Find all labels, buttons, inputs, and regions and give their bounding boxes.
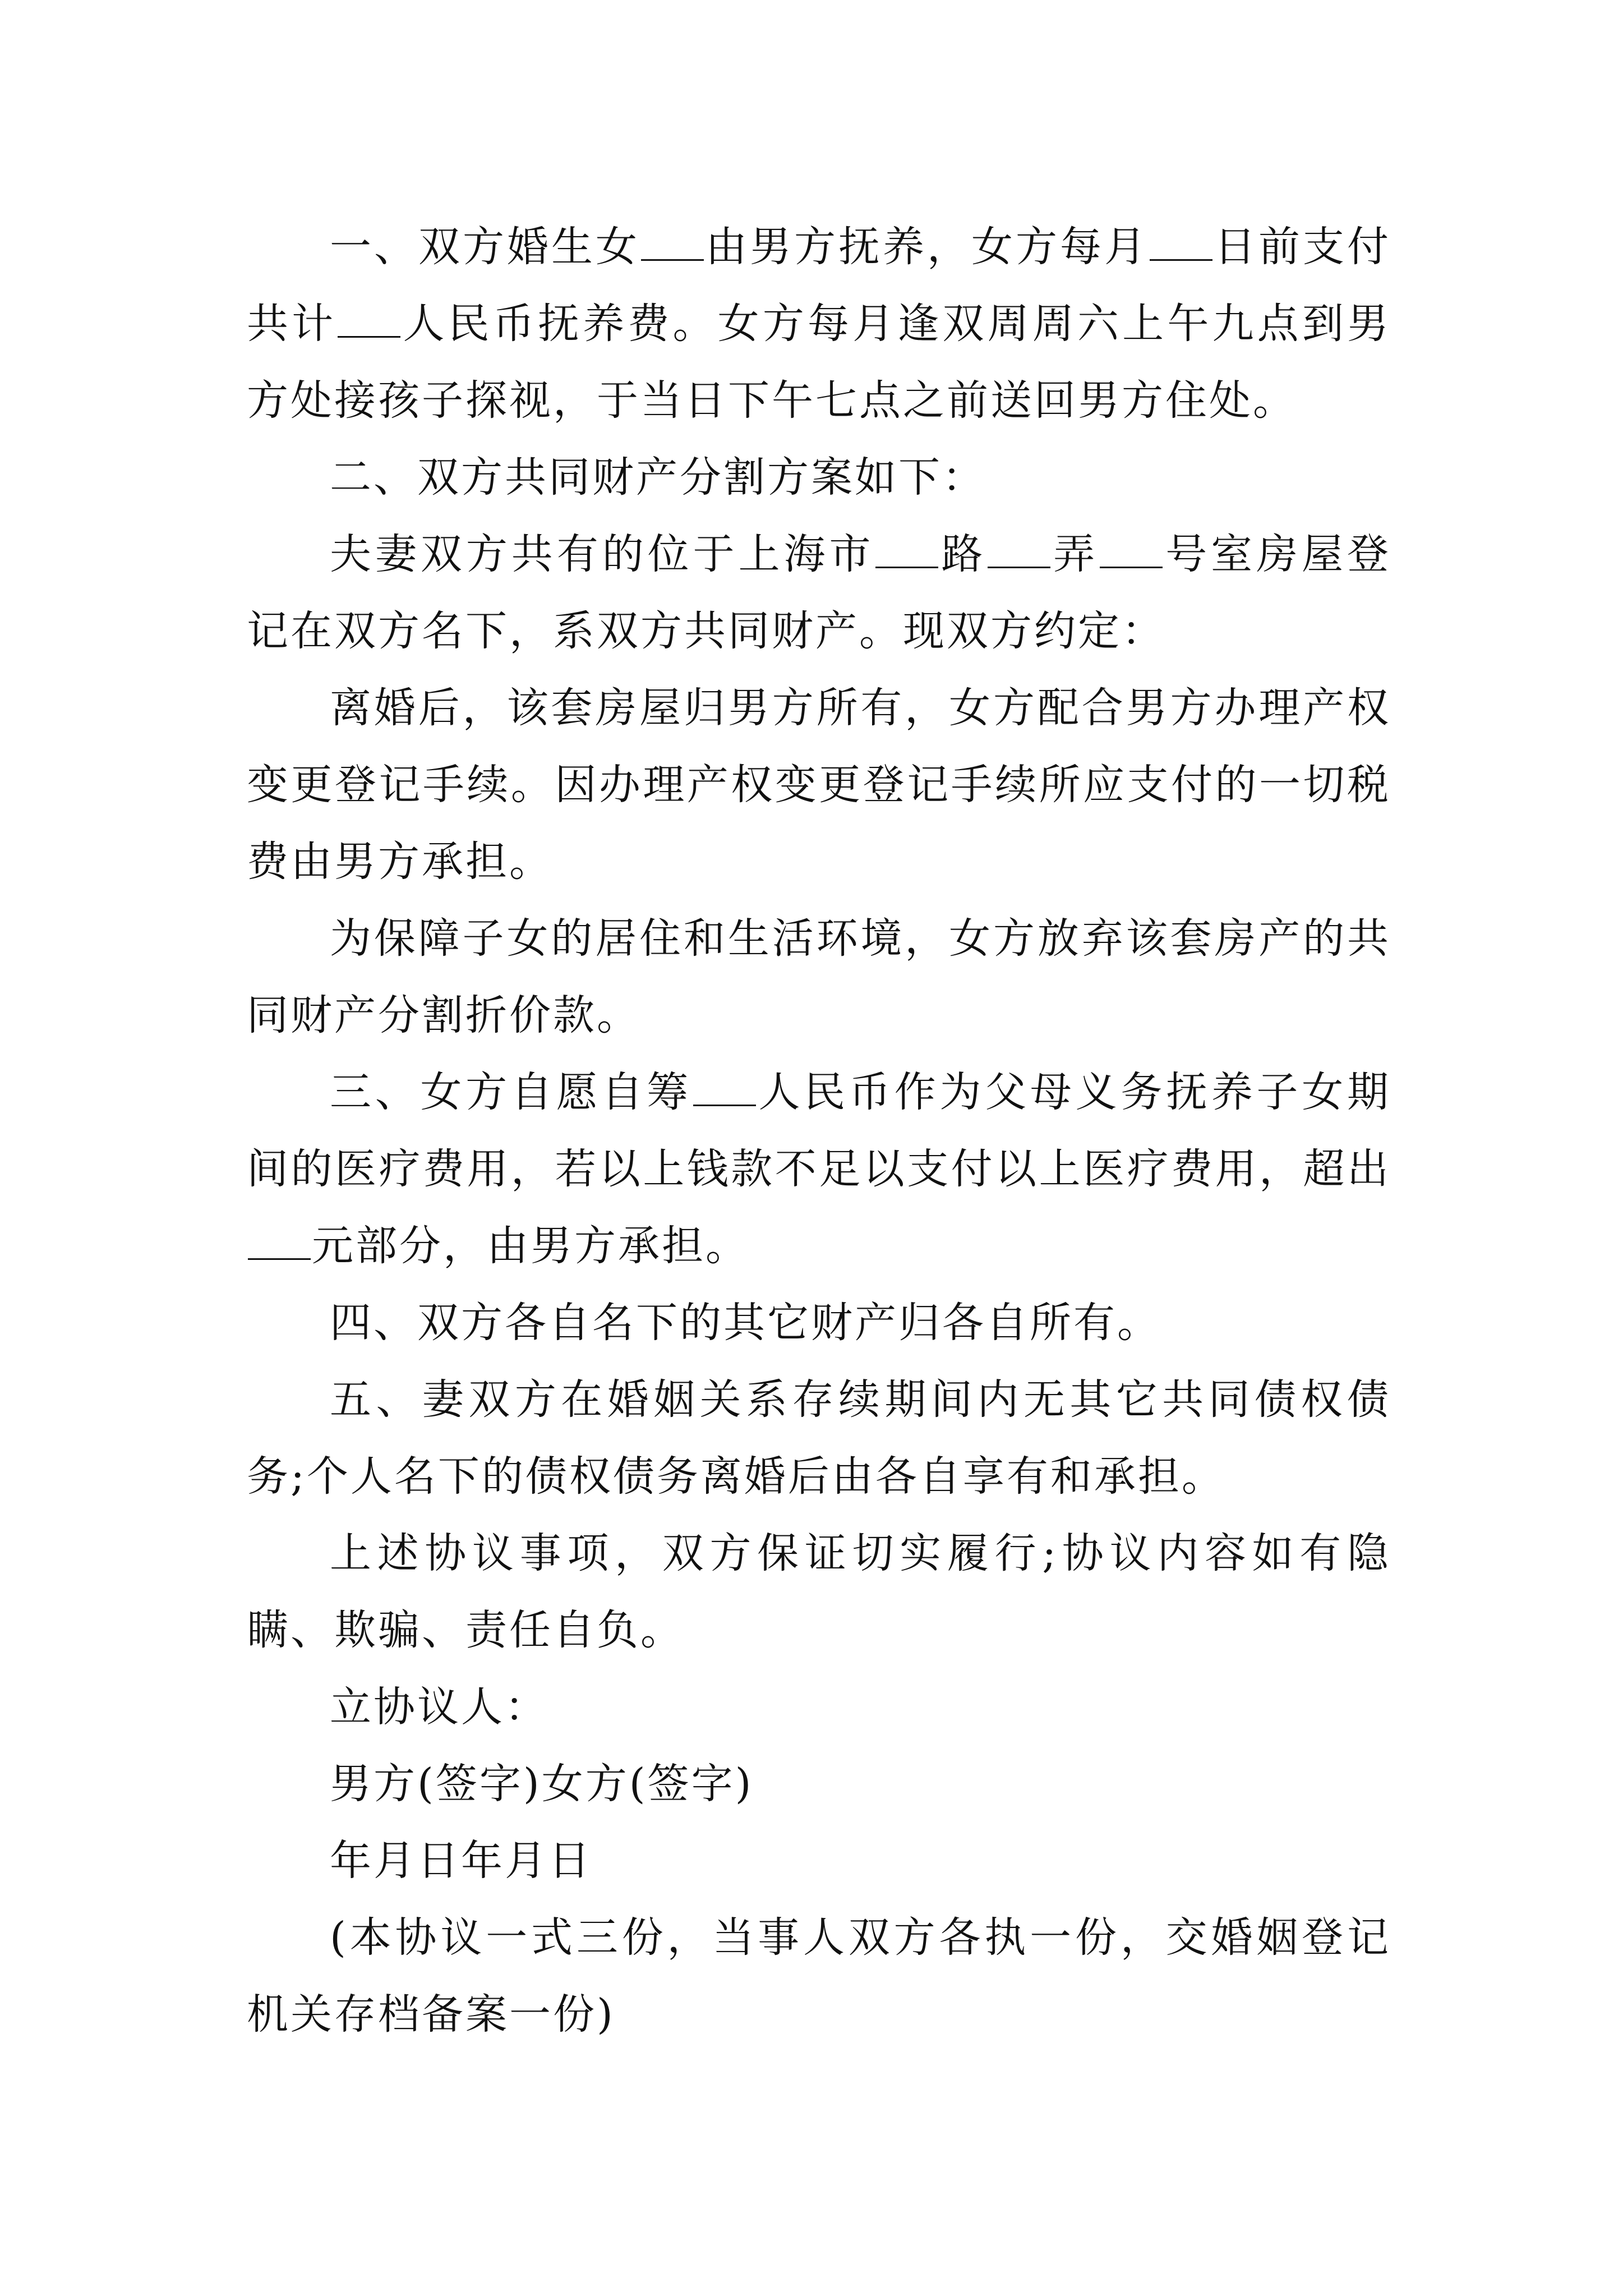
clause-2-house-text-2: 路 <box>939 530 987 578</box>
clause-3-text-1: 三、女方自愿自筹 <box>330 1068 692 1116</box>
clause-3-text-3: 元部分，由男方承担。 <box>312 1222 749 1270</box>
blank-field-excess-amount[interactable] <box>248 1225 311 1260</box>
clause-1-text-2: 由男方抚养，女方每月 <box>705 223 1149 271</box>
clause-2-house-description <box>247 516 1391 670</box>
clause-1-text-3: 日前支付共计 <box>247 223 1391 348</box>
clause-4-other-property: 四、双方各自名下的其它财产归各自所有。 <box>330 1299 1161 1347</box>
guarantee-statement: 上述协议事项，双方保证切实履行;协议内容如有隐瞒、欺骗、责任自负。 <box>247 1529 1391 1654</box>
blank-field-room-number[interactable] <box>1100 533 1163 568</box>
clause-2-heading: 二、双方共同财产分割方案如下： <box>330 453 986 501</box>
copies-note: (本协议一式三份，当事人双方各执一份，交婚姻登记机关存档备案一份) <box>247 1913 1391 2039</box>
clause-1-text-1: 一、双方婚生女 <box>330 223 640 271</box>
clause-1-child-custody <box>247 209 1391 439</box>
clause-2-house-text-1: 夫妻双方共有的位于上海市 <box>330 530 875 578</box>
agreement-body <box>247 209 1391 2053</box>
signature-line: 男方(签字)女方(签字) <box>330 1760 754 1808</box>
blank-field-support-amount[interactable] <box>338 302 400 338</box>
date-line: 年月日年月日 <box>330 1837 592 1885</box>
clause-5-debts: 五、妻双方在婚姻关系存续期间内无其它共同债权债务;个人名下的债权债务离婚后由各自享有和承担。 <box>247 1375 1391 1501</box>
clause-2-after-divorce: 离婚后，该套房屋归男方所有，女方配合男方办理产权变更登记手续。因办理产权变更登记手续所应支付的一切税费由男方承担。 <box>247 684 1391 886</box>
blank-field-child-name[interactable] <box>641 226 704 261</box>
blank-field-payment-day[interactable] <box>1150 226 1212 261</box>
blank-field-road[interactable] <box>875 533 938 568</box>
clause-1-text-4: 人民币抚养费。女方每月逢双周周六上午九点到男方处接孩子探视，于当日下午七点之前送回男方住处。 <box>247 300 1391 425</box>
clause-2-house-text-3: 弄 <box>1052 530 1099 578</box>
clause-2-house-text-4: 号室房屋登记在双方名下，系双方共同财产。现双方约定： <box>247 530 1391 655</box>
blank-field-medical-fund[interactable] <box>693 1071 756 1106</box>
blank-field-lane[interactable] <box>988 533 1050 568</box>
signers-label: 立协议人： <box>330 1683 548 1731</box>
clause-3-text-2: 人民币作为父母义务抚养子女期间的医疗费用，若以上钱款不足以支付以上医疗费用，超出 <box>247 1068 1391 1193</box>
clause-2-waiver: 为保障子女的居住和生活环境，女方放弃该套房产的共同财产分割折价款。 <box>247 914 1391 1039</box>
clause-3-medical-expenses <box>247 1054 1391 1285</box>
